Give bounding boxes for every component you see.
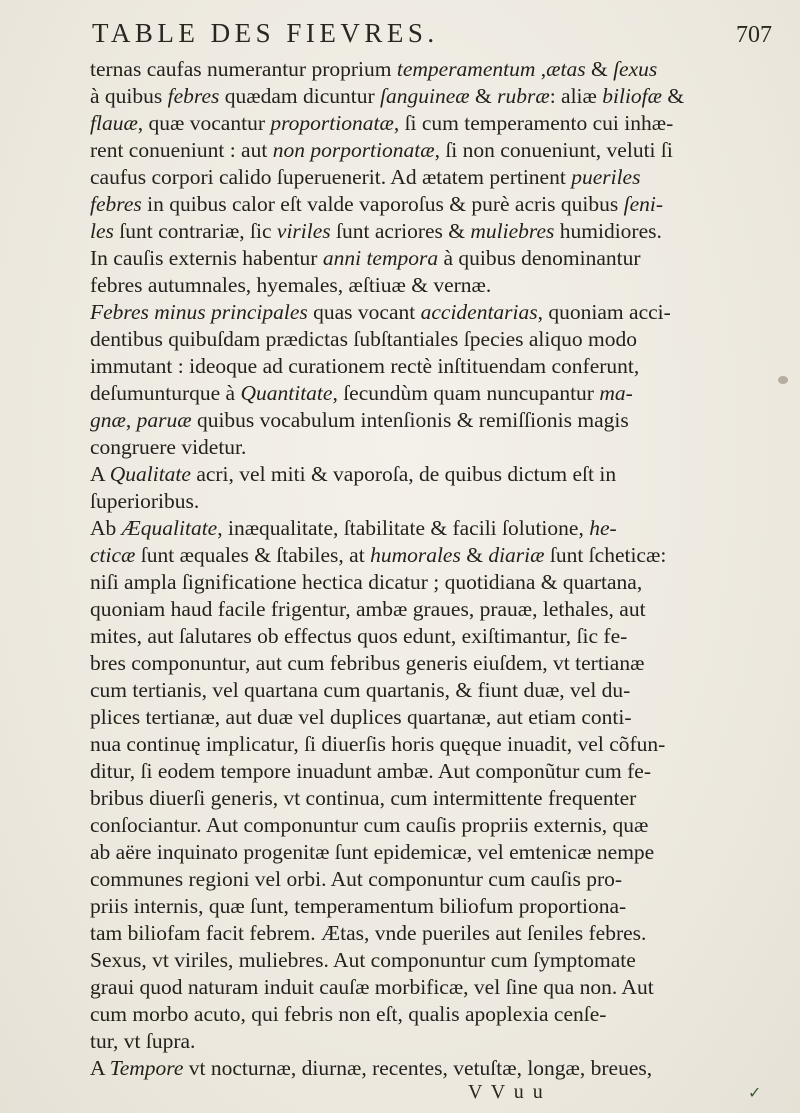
text-run: caufus corpori calido ſuperuenerit. Ad ætatem pertinent [90, 165, 572, 189]
text-line [90, 1055, 796, 1082]
italic-term: anni tempora [322, 246, 439, 270]
text-run: niſi ampla ſignificatione hectica dicatur ; quotidiana & quartana, [90, 570, 643, 594]
text-run: vt nocturnæ, diurnæ, recentes, vetuſtæ, longæ, breues, [183, 1056, 653, 1080]
text-run: graui quod naturam induit cauſæ morbificæ, vel ſine qua non. Aut [90, 975, 654, 999]
text-run: priis internis, quæ ſunt, temperamentum biliofum proportiona- [90, 894, 627, 918]
text-line [90, 326, 796, 353]
italic-term: proportionatæ [270, 111, 394, 135]
italic-term: pueriles [571, 165, 641, 189]
text-run: à quibus [90, 84, 168, 108]
text-run: Ab [90, 516, 122, 540]
text-line [90, 83, 796, 110]
running-title: TABLE DES FIEVRES. [92, 18, 439, 48]
italic-term: paruæ [136, 408, 192, 432]
text-run: cum tertianis, vel quartana cum quartanis, & fiunt duæ, vel du- [90, 678, 631, 702]
text-line [90, 380, 796, 407]
italic-term: humorales [370, 543, 461, 567]
text-run: congruere videtur. [90, 435, 247, 459]
text-line [90, 110, 796, 137]
text-run: immutant : ideoque ad curationem rectè inſtituendam conferunt, [90, 354, 640, 378]
text-line [90, 812, 796, 839]
text-run: quibus vocabulum intenſionis & remiſſionis magis [191, 408, 629, 432]
text-run: ſuperioribus. [90, 489, 200, 513]
text-line [90, 920, 796, 947]
text-run: In cauſis externis habentur [90, 246, 323, 270]
text-run: quoniam haud facile frigentur, ambæ graues, prauæ, lethales, aut [90, 597, 646, 621]
text-run: ſunt contrariæ, ſic [113, 219, 277, 243]
text-run: A [90, 462, 110, 486]
page-number: 707 [736, 22, 772, 48]
italic-term: biliofæ [602, 84, 662, 108]
text-line [90, 704, 796, 731]
text-run: , quæ vocantur [137, 111, 271, 135]
text-line [90, 353, 796, 380]
text-line [90, 434, 796, 461]
text-line [90, 1028, 796, 1055]
text-run: tur, vt ſupra. [90, 1029, 196, 1053]
text-line [90, 650, 796, 677]
text-line [90, 1001, 796, 1028]
text-line [90, 245, 796, 272]
text-run: acri, vel miti & vaporoſa, de quibus dictum eſt in [190, 462, 617, 486]
text-run: , ſecundùm quam nuncupantur [332, 381, 600, 405]
italic-term: temperamentum [396, 57, 536, 81]
italic-term: Qualitate [109, 462, 191, 486]
text-run: , [125, 408, 137, 432]
text-run: ab aëre inquinato progenitæ ſunt epidemicæ, vel emtenicæ nempe [90, 840, 655, 864]
text-line [90, 515, 796, 542]
text-line [90, 299, 796, 326]
text-line [90, 839, 796, 866]
italic-term: Febres minus principales [90, 300, 308, 324]
italic-term: viriles [276, 219, 331, 243]
text-run: A [90, 1056, 110, 1080]
text-line [90, 623, 796, 650]
text-run: ditur, ſi eodem tempore inuadunt ambæ. Aut componũtur cum fe- [90, 759, 652, 783]
text-run: conſociantur. Aut componuntur cum cauſis propriis externis, quæ [90, 813, 649, 837]
text-run: : aliæ [549, 84, 603, 108]
text-run: bribus diuerſi generis, vt continua, cum intermittente frequenter [90, 786, 637, 810]
text-line [90, 56, 796, 83]
italic-term: he- [589, 516, 617, 540]
text-run: ſunt acriores & [330, 219, 471, 243]
text-line [90, 866, 796, 893]
text-run: ternas caufas numerantur proprium [90, 57, 397, 81]
text-line [90, 974, 796, 1001]
page-header [92, 18, 772, 58]
text-run: tam biliofam facit febrem. Ætas, vnde pueriles aut ſeniles febres. [90, 921, 647, 945]
text-run: ſunt æquales & ſtabiles, at [135, 543, 371, 567]
text-line [90, 596, 796, 623]
italic-term: cticæ [90, 543, 136, 567]
ink-mark: ✓ [748, 1085, 762, 1102]
text-line [90, 785, 796, 812]
text-run: , [535, 57, 547, 81]
italic-term: ſeni- [623, 192, 664, 216]
text-run: communes regioni vel orbi. Aut componuntur cum cauſis pro- [90, 867, 623, 891]
text-line [90, 731, 796, 758]
text-run: febres autumnales, hyemales, æſtiuæ & vernæ. [90, 273, 492, 297]
text-run: , quoniam acci- [537, 300, 671, 324]
text-run: , inæqualitate, ſtabilitate & facili ſolutione, [217, 516, 590, 540]
italic-term: febres [90, 192, 142, 216]
text-line [90, 488, 796, 515]
text-run: , ſi cum temperamento cui inhæ- [393, 111, 674, 135]
text-run: dentibus quibuſdam prædictas ſubſtantiales ſpecies aliquo modo [90, 327, 637, 351]
italic-term: ma- [599, 381, 633, 405]
text-run: ſunt ſcheticæ: [544, 543, 667, 567]
text-run: & [585, 57, 614, 81]
italic-term: diariæ [488, 543, 545, 567]
text-run: in quibus calor eſt valde vaporoſus & purè acris quibus [141, 192, 624, 216]
text-line [90, 542, 796, 569]
text-run: nua continuę implicatur, ſi diuerſis horis quęque inuadit, vel cõfun- [90, 732, 666, 756]
italic-term: ſexus [613, 57, 658, 81]
text-run: , ſi non conueniunt, veluti ſi [434, 138, 673, 162]
italic-term: Quantitate [240, 381, 333, 405]
text-line [90, 758, 796, 785]
italic-term: rubræ [497, 84, 550, 108]
text-run: plices tertianæ, aut duæ vel duplices quartanæ, aut etiam conti- [90, 705, 632, 729]
italic-term: gnæ [90, 408, 126, 432]
text-line [90, 947, 796, 974]
signature-mark: V V u u [468, 1081, 545, 1103]
italic-term: flauæ [90, 111, 138, 135]
text-run: & [460, 543, 489, 567]
ink-smudge [778, 376, 788, 384]
italic-term: Æqualitate [121, 516, 218, 540]
text-run: humidiores. [554, 219, 662, 243]
italic-term: ætas [546, 57, 586, 81]
italic-term: Tempore [109, 1056, 184, 1080]
text-run: & [469, 84, 498, 108]
text-run: quas vocant [307, 300, 421, 324]
text-run: cum morbo acuto, qui febris non eſt, qualis apoplexia cenſe- [90, 1002, 607, 1026]
text-line [90, 137, 796, 164]
text-run: & [661, 84, 685, 108]
text-run: rent conueniunt : aut [90, 138, 273, 162]
text-line [90, 461, 796, 488]
text-run: à quibus denominantur [438, 246, 641, 270]
text-run: bres componuntur, aut cum febribus generis eiuſdem, vt tertianæ [90, 651, 645, 675]
text-line [90, 893, 796, 920]
text-run: quædam dicuntur [219, 84, 381, 108]
italic-term: accidentarias [420, 300, 538, 324]
text-run: mites, aut ſalutares ob effectus quos edunt, exiſtimantur, ſic fe- [90, 624, 628, 648]
text-run: Sexus, vt viriles, muliebres. Aut componuntur cum ſymptomate [90, 948, 636, 972]
text-line [90, 191, 796, 218]
italic-term: les [90, 219, 114, 243]
text-line [90, 164, 796, 191]
italic-term: non porportionatæ [272, 138, 435, 162]
text-line [90, 407, 796, 434]
text-line [90, 677, 796, 704]
body-text [90, 56, 796, 1082]
italic-term: muliebres [470, 219, 555, 243]
text-line [90, 218, 796, 245]
text-line [90, 272, 796, 299]
text-run: deſumunturque à [90, 381, 241, 405]
italic-term: febres [167, 84, 220, 108]
text-line [90, 569, 796, 596]
italic-term: ſanguineæ [380, 84, 470, 108]
